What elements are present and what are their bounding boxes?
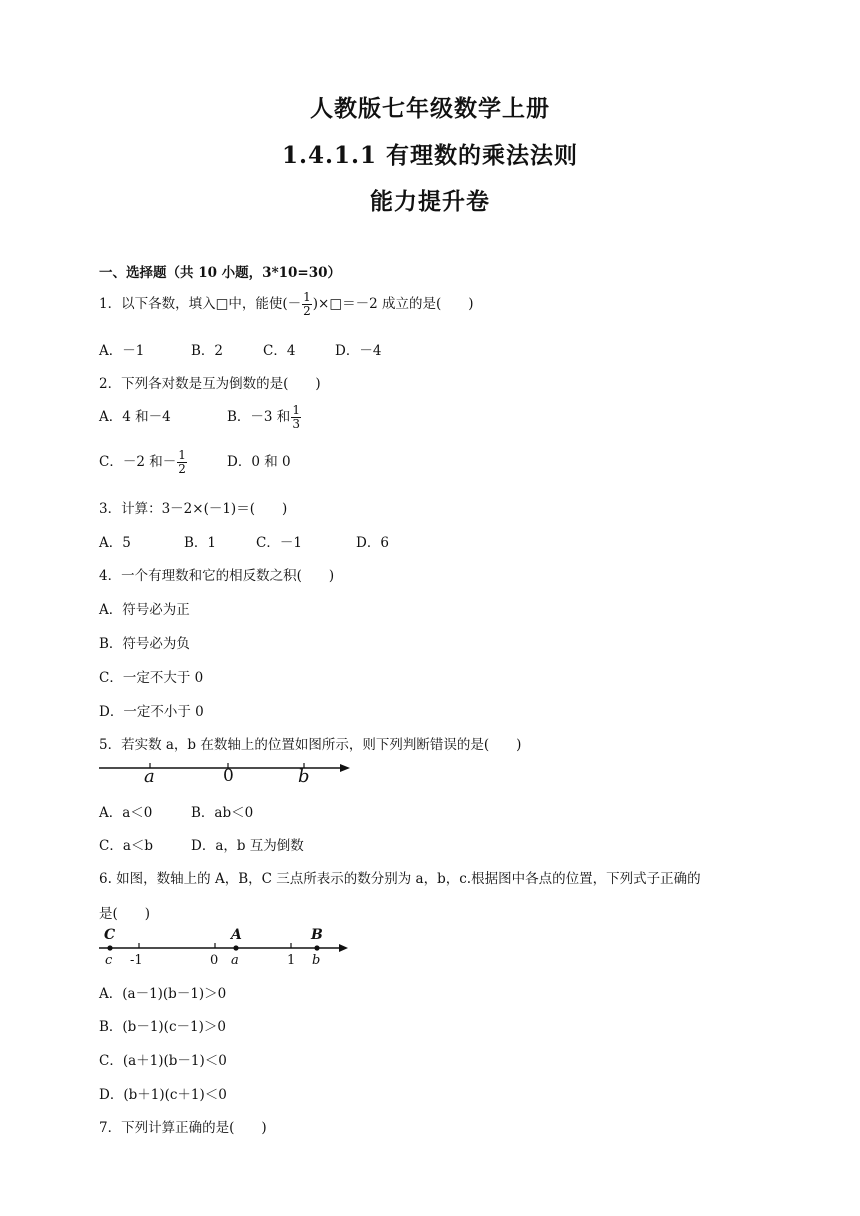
question-3: 3．计算：3－2×(－1)＝( ) xyxy=(99,501,288,517)
section-heading: 一、选择题（共 10 小题，3*10=30） xyxy=(99,265,342,281)
q6-label-zero: 0 xyxy=(210,953,219,968)
q3-option-a: A．5 xyxy=(99,535,131,551)
q6-name-c: C xyxy=(104,927,116,943)
q6-label-minus-1: -1 xyxy=(130,953,143,968)
q5-label-a: a xyxy=(144,766,155,787)
q6-option-a: A．(a－1)(b－1)＞0 xyxy=(99,986,227,1002)
q1-stem-post: )×□＝－2 成立的是( ) xyxy=(312,296,474,312)
q5-option-d: D．a，b 互为倒数 xyxy=(191,838,304,854)
q2-options-cd xyxy=(99,449,291,476)
q1-option-a: A．－1 xyxy=(99,343,145,359)
q6-axis-arrow xyxy=(339,944,348,952)
q5-option-c: C．a＜b xyxy=(99,838,154,854)
q6-label-a: a xyxy=(231,953,239,968)
q2-option-d: D．0 和 0 xyxy=(227,454,291,470)
q5-label-b: b xyxy=(298,766,310,787)
q6-label-c: c xyxy=(105,953,113,968)
q6-label-b: b xyxy=(312,953,321,968)
q5-option-a: A．a＜0 xyxy=(99,805,153,821)
question-1 xyxy=(99,291,474,318)
q4-option-c: C．一定不大于 0 xyxy=(99,670,204,686)
q5-axis-arrow xyxy=(340,764,350,772)
q3-option-c: C．－1 xyxy=(256,535,302,551)
q2-options-ab xyxy=(99,404,302,431)
doc-subtitle: 1.4.1.1 有理数的乘法法则 xyxy=(281,142,579,169)
q5-option-b: B．ab＜0 xyxy=(191,805,254,821)
q5-options-ab xyxy=(99,801,253,821)
q5-label-zero: 0 xyxy=(223,766,234,786)
q2-option-c: C．－2 和－ $\frac{1}{2}$ xyxy=(99,448,186,476)
q1-option-b: B．2 xyxy=(191,343,224,359)
q3-option-d: D．6 xyxy=(356,535,389,551)
q3-option-b: B．1 xyxy=(184,535,217,551)
question-7: 7．下列计算正确的是( ) xyxy=(99,1120,267,1136)
q6-number-line xyxy=(98,926,358,970)
q1-options xyxy=(99,339,381,359)
q2-b-fraction: $\frac{1}{3}$ xyxy=(292,403,300,431)
q1-fraction: $\frac{1}{2}$ xyxy=(303,290,311,318)
question-2: 2．下列各对数是互为倒数的是( ) xyxy=(99,376,321,392)
q4-option-d: D．一定不小于 0 xyxy=(99,704,204,720)
doc-title: 人教版七年级数学上册 xyxy=(310,95,550,122)
question-4: 4．一个有理数和它的相反数之积( ) xyxy=(99,568,335,584)
q6-name-b: B xyxy=(311,927,323,943)
question-6-line-1: 6. 如图，数轴上的 A，B，C 三点所表示的数分别为 a，b，c.根据图中各点的位置，下列式子正确的 xyxy=(99,871,701,887)
q1-option-c: C．4 xyxy=(263,343,296,359)
q6-option-b: B．(b－1)(c－1)＞0 xyxy=(99,1019,226,1035)
q6-label-one: 1 xyxy=(287,953,296,968)
q1-option-d: D．－4 xyxy=(335,343,382,359)
q2-c-fraction: $\frac{1}{2}$ xyxy=(178,448,186,476)
q5-number-line xyxy=(98,762,358,792)
q2-option-a: A．4 和－4 xyxy=(99,409,171,425)
q6-point-b xyxy=(314,945,319,950)
q6-option-d: D．(b＋1)(c＋1)＜0 xyxy=(99,1087,227,1103)
q5-options-cd xyxy=(99,834,304,854)
q6-option-c: C．(a＋1)(b－1)＜0 xyxy=(99,1053,227,1069)
q4-option-b: B．符号必为负 xyxy=(99,636,190,652)
question-5: 5．若实数 a，b 在数轴上的位置如图所示，则下列判断错误的是( ) xyxy=(99,737,522,753)
q3-options xyxy=(99,531,389,551)
q1-stem-pre: 1．以下各数，填入□中，能使(－ xyxy=(99,296,302,312)
q6-name-a: A xyxy=(231,927,242,943)
q6-point-a xyxy=(233,945,238,950)
question-6-line-2: 是( ) xyxy=(99,906,151,922)
q6-point-c xyxy=(107,945,112,950)
q4-option-a: A．符号必为正 xyxy=(99,602,190,618)
doc-subtitle-2: 能力提升卷 xyxy=(370,188,490,215)
q2-option-b: B．－3 和 $\frac{1}{3}$ xyxy=(227,403,300,431)
